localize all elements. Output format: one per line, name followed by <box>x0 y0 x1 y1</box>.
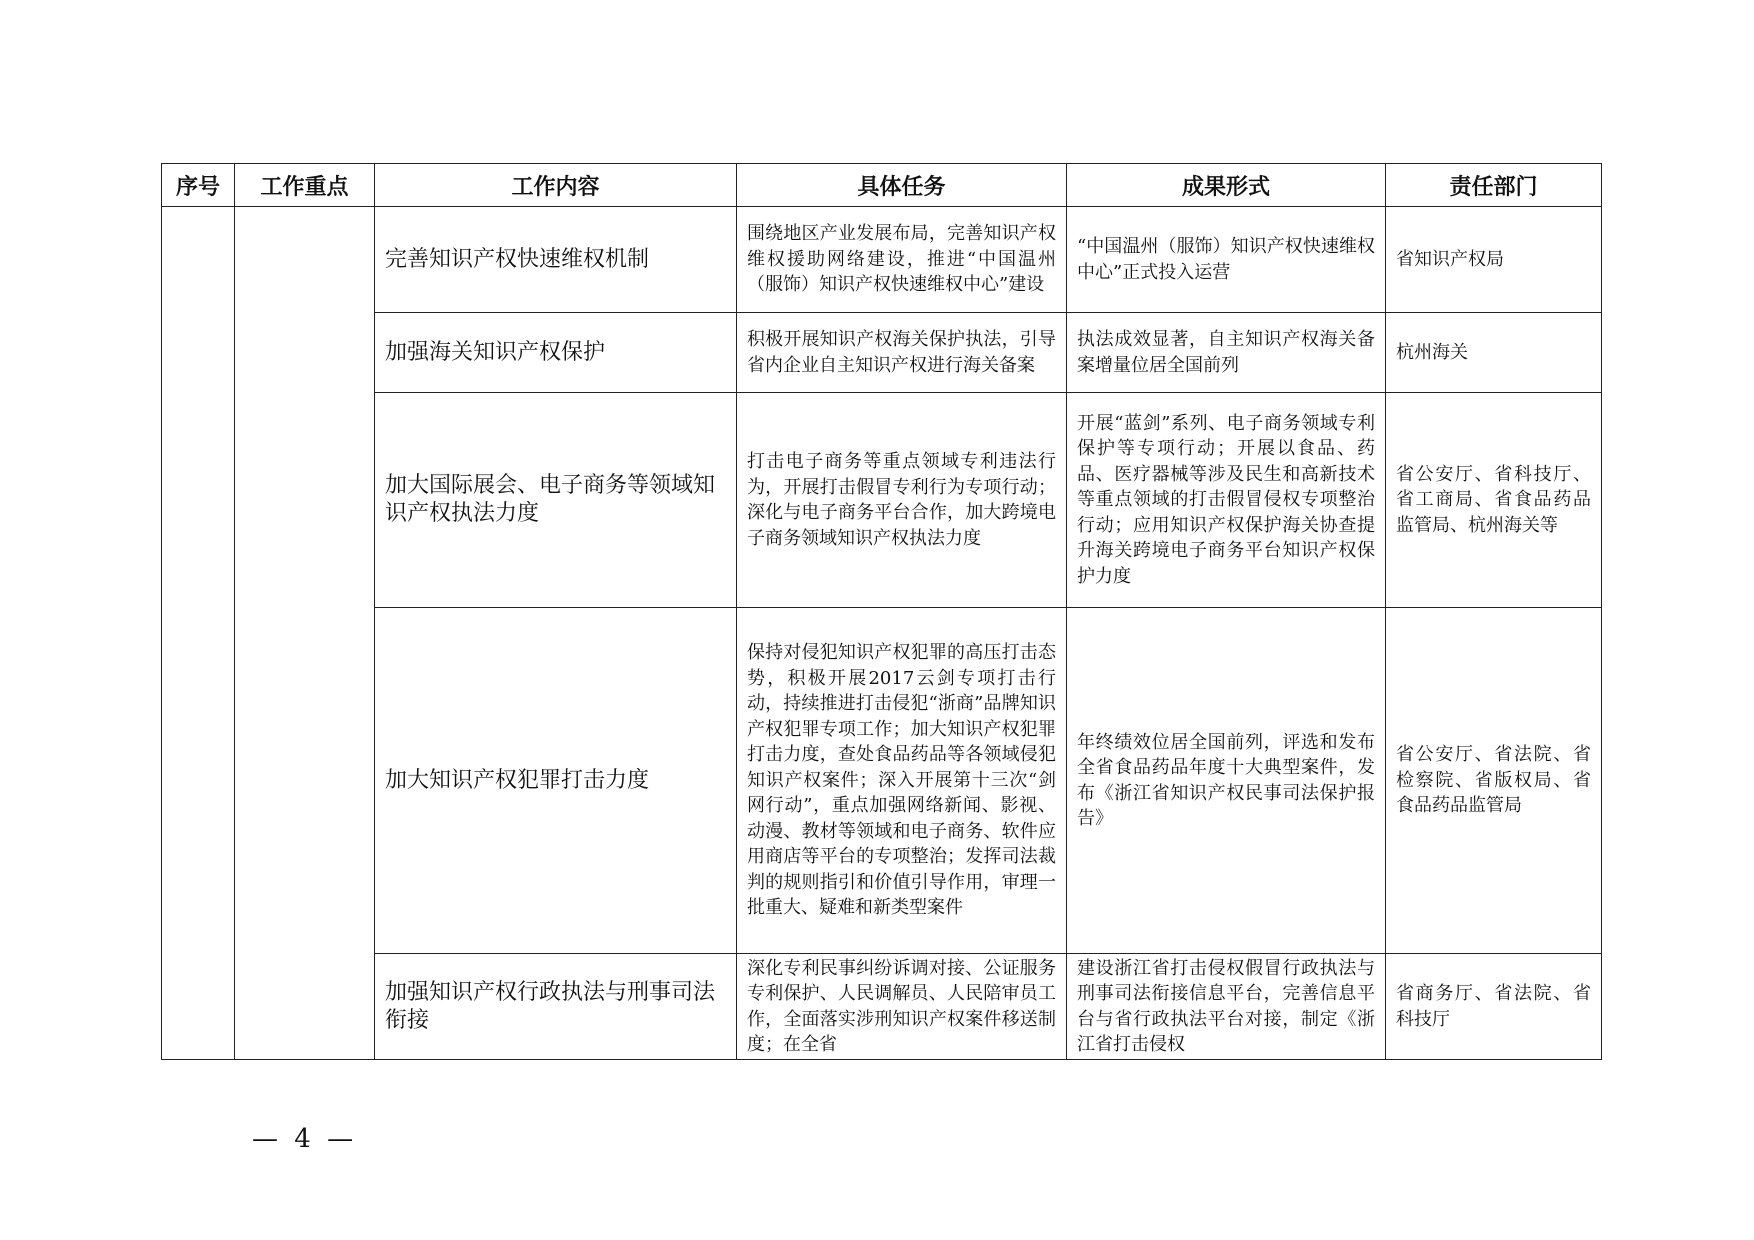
focus-cell <box>235 207 375 1060</box>
table-row <box>162 954 1602 1060</box>
header-seq: 序号 <box>162 164 235 207</box>
header-result: 成果形式 <box>1067 164 1386 207</box>
dept-cell: 省公安厅、省科技厅、省工商局、省食品药品监管局、杭州海关等 <box>1386 393 1602 608</box>
content-cell: 加大知识产权犯罪打击力度 <box>375 608 737 954</box>
task-cell: 打击电子商务等重点领域专利违法行为，开展打击假冒专利行为专项行动；深化与电子商务平台合作，加大跨境电子商务领域知识产权执法力度 <box>737 393 1067 608</box>
seq-cell <box>162 207 235 1060</box>
table-row <box>162 207 1602 313</box>
header-dept: 责任部门 <box>1386 164 1602 207</box>
task-cell: 保持对侵犯知识产权犯罪的高压打击态势，积极开展2017云剑专项打击行动，持续推进打击侵犯“浙商”品牌知识产权犯罪专项工作；加大知识产权犯罪打击力度，查处食品药品等各领域侵犯知识产权案件；深入开展第十三次“剑网行动”，重点加强网络新闻、影视、动漫、教材等领域和电子商务、软件应用商店等平台的专项整治；发挥司法裁判的规则指引和价值引导作用，审理一批重大、疑难和新类型案件 <box>737 608 1067 954</box>
page-number: — 4 — <box>252 1124 358 1154</box>
task-table <box>161 163 1602 1060</box>
dept-cell: 省公安厅、省法院、省检察院、省版权局、省食品药品监管局 <box>1386 608 1602 954</box>
header-row <box>162 164 1602 207</box>
content-cell: 加强海关知识产权保护 <box>375 313 737 393</box>
table-row <box>162 313 1602 393</box>
result-cell: 建设浙江省打击侵权假冒行政执法与刑事司法衔接信息平台，完善信息平台与省行政执法平台对接，制定《浙江省打击侵权 <box>1067 954 1386 1060</box>
table-row <box>162 393 1602 608</box>
task-cell: 深化专利民事纠纷诉调对接、公证服务专利保护、人民调解员、人民陪审员工作，全面落实涉刑知识产权案件移送制度；在全省 <box>737 954 1067 1060</box>
content-cell: 完善知识产权快速维权机制 <box>375 207 737 313</box>
task-cell: 积极开展知识产权海关保护执法，引导省内企业自主知识产权进行海关备案 <box>737 313 1067 393</box>
header-content: 工作内容 <box>375 164 737 207</box>
content-cell: 加强知识产权行政执法与刑事司法衔接 <box>375 954 737 1060</box>
dept-cell: 省知识产权局 <box>1386 207 1602 313</box>
result-cell: “中国温州（服饰）知识产权快速维权中心”正式投入运营 <box>1067 207 1386 313</box>
header-focus: 工作重点 <box>235 164 375 207</box>
table-row <box>162 608 1602 954</box>
dept-cell: 省商务厅、省法院、省科技厅 <box>1386 954 1602 1060</box>
content-cell: 加大国际展会、电子商务等领域知识产权执法力度 <box>375 393 737 608</box>
dept-cell: 杭州海关 <box>1386 313 1602 393</box>
task-cell: 围绕地区产业发展布局，完善知识产权维权援助网络建设，推进“中国温州（服饰）知识产权快速维权中心”建设 <box>737 207 1067 313</box>
result-cell: 开展“蓝剑”系列、电子商务领域专利保护等专项行动；开展以食品、药品、医疗器械等涉及民生和高新技术等重点领域的打击假冒侵权专项整治行动；应用知识产权保护海关协查提升海关跨境电子商务平台知识产权保护力度 <box>1067 393 1386 608</box>
result-cell: 执法成效显著，自主知识产权海关备案增量位居全国前列 <box>1067 313 1386 393</box>
header-task: 具体任务 <box>737 164 1067 207</box>
result-cell: 年终绩效位居全国前列，评选和发布全省食品药品年度十大典型案件，发布《浙江省知识产权民事司法保护报告》 <box>1067 608 1386 954</box>
